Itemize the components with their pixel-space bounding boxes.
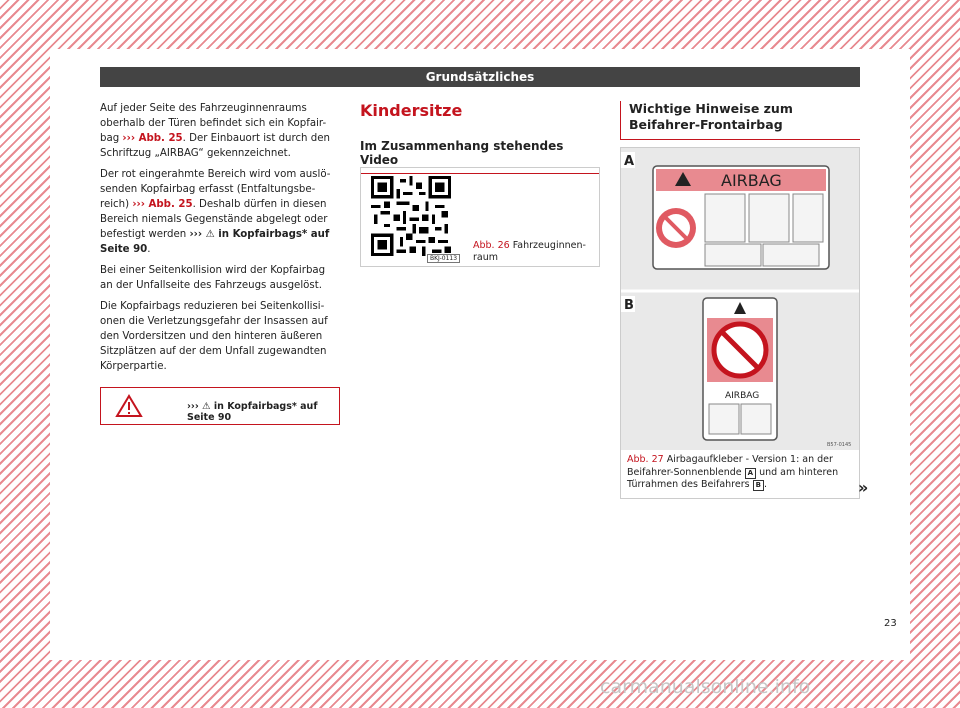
section-heading: Wichtige Hinweise zum Beifahrer-Frontairbag xyxy=(620,101,860,140)
label-b: B xyxy=(624,298,634,313)
figure-caption-27: Abb. 27 Airbagaufkleber - Version 1: an der Beifahrer-Sonnenblende A und am hinteren Türrahmen des Beifahrers B . xyxy=(627,454,839,490)
key-a-icon: A xyxy=(745,468,756,479)
section-title: Kindersitze xyxy=(360,101,463,120)
continue-arrow-icon: » xyxy=(858,478,869,497)
paragraph-3: Bei einer Seitenkollision wird der Kopfairbag an der Unfallseite des Fahrzeugs ausgelöst. xyxy=(100,265,326,291)
qr-code-icon[interactable] xyxy=(371,176,451,256)
watermark: carmanualsonline.info xyxy=(600,676,811,698)
sticker-a-text: AIRBAG xyxy=(721,171,782,190)
qr-code-label: BKJ-0113 xyxy=(427,254,460,263)
paragraph-1: Auf jeder Seite des Fahrzeuginnenraums oberhalb der Türen befindet sich ein Kopfair-bag ››› Abb. 25. Der Einbauort ist durch den Schriftzug „AIRBAG“ gekennzeichnet. xyxy=(100,103,330,159)
paragraph-4: Die Kopfairbags reduzieren bei Seitenkollisi-onen die Verletzungsgefahr der Insassen auf den Vordersitzen und den hinteren äußeren Sitzplätzen auf der dem Unfall zugewandten Körperpartie. xyxy=(100,301,328,372)
column-middle xyxy=(360,101,600,263)
label-a: A xyxy=(624,154,635,169)
section-subtitle: Im Zusammenhang stehendes Video xyxy=(360,139,600,174)
warning-triangle-icon xyxy=(115,394,143,418)
column-left xyxy=(100,101,340,380)
ref-abb-25-b[interactable]: ››› Abb. 25 xyxy=(132,199,193,210)
airbag-sticker-image xyxy=(621,148,859,450)
airbag-figure xyxy=(620,147,860,499)
sticker-b-text: AIRBAG xyxy=(725,391,760,401)
figure-caption: Abb. 26 Fahrzeuginnen-raum xyxy=(473,240,586,263)
ref-abb-25[interactable]: ››› Abb. 25 xyxy=(122,133,183,144)
key-b-icon: B xyxy=(753,480,764,491)
warning-box xyxy=(100,387,340,425)
paragraph-2: Der rot eingerahmte Bereich wird vom auslö-senden Kopfairbag erfasst (Entfaltungsbe-reich) ››› Abb. 25. Deshalb dürfen in diesen Bereich niemals Gegenstände abgelegt oder befestigt werden ››› ⚠ in Kopfairbags* auf Seite 90. xyxy=(100,169,331,255)
page-header: Grundsätzliches xyxy=(100,67,860,87)
ref-kopfairbags[interactable]: ››› ⚠ in Kopfairbags* auf Seite 90 xyxy=(100,229,330,255)
page-number: 23 xyxy=(884,618,897,629)
figure-code: B57-0145 xyxy=(827,442,852,448)
warning-reference[interactable]: ››› ⚠ in Kopfairbags* auf Seite 90 xyxy=(187,401,318,423)
page xyxy=(50,49,910,660)
caption-label: Abb. 26 xyxy=(473,240,510,251)
video-qr-box xyxy=(360,167,600,267)
